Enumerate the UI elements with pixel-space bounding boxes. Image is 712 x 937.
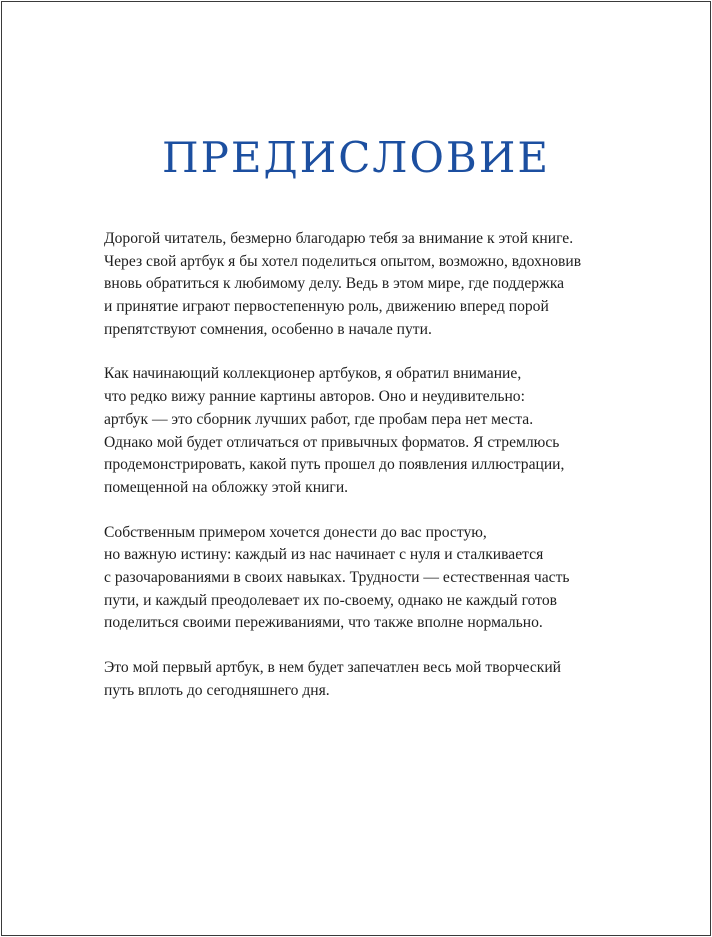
text-line: что редко вижу ранние картины авторов. Оно и неудивительно: <box>104 388 525 406</box>
text-line: пути, и каждый преодолевает их по-своему, однако не каждый готов <box>104 591 557 609</box>
text-line: помещенной на обложку этой книги. <box>104 478 349 496</box>
text-line: с разочарованиями в своих навыках. Трудности — естественная часть <box>104 568 570 586</box>
text-line: путь вплоть до сегодняшнего дня. <box>104 681 330 699</box>
preface-body <box>104 228 644 724</box>
text-line: Как начинающий коллекционер артбуков, я обратил внимание, <box>104 365 522 383</box>
text-line: Однако мой будет отличаться от привычных форматов. Я стремлюсь <box>104 433 560 451</box>
paragraph-2 <box>104 363 644 499</box>
text-line: Собственным примером хочется донести до вас простую, <box>104 523 487 541</box>
paragraph-3 <box>104 522 644 635</box>
text-line: Это мой первый артбук, в нем будет запечатлен весь мой творческий <box>104 659 562 676</box>
text-line: поделиться своими переживаниями, что также вполне нормально. <box>104 614 543 632</box>
text-line: артбук — это сборник лучших работ, где пробам пера нет места. <box>104 410 534 428</box>
text-line: но важную истину: каждый из нас начинает с нуля и сталкивается <box>104 546 544 564</box>
text-line: препятствуют сомнения, особенно в начале пути. <box>104 320 432 338</box>
paragraph-1 <box>104 228 644 341</box>
text-line: Дорогой читатель, безмерно благодарю тебя за внимание к этой книге. <box>104 230 574 247</box>
text-line: Через свой артбук я бы хотел поделиться опытом, возможно, вдохновив <box>104 252 582 270</box>
text-line: вновь обратиться к любимому делу. Ведь в этом мире, где поддержка <box>104 275 565 293</box>
page-title: ПРЕДИСЛОВИЕ <box>161 133 551 182</box>
text-line: и принятие играют первостепенную роль, движению вперед порой <box>104 298 549 316</box>
document-page <box>1 1 711 936</box>
paragraph-4 <box>104 657 644 702</box>
text-line: продемонстрировать, какой путь прошел до появления иллюстрации, <box>104 456 565 474</box>
